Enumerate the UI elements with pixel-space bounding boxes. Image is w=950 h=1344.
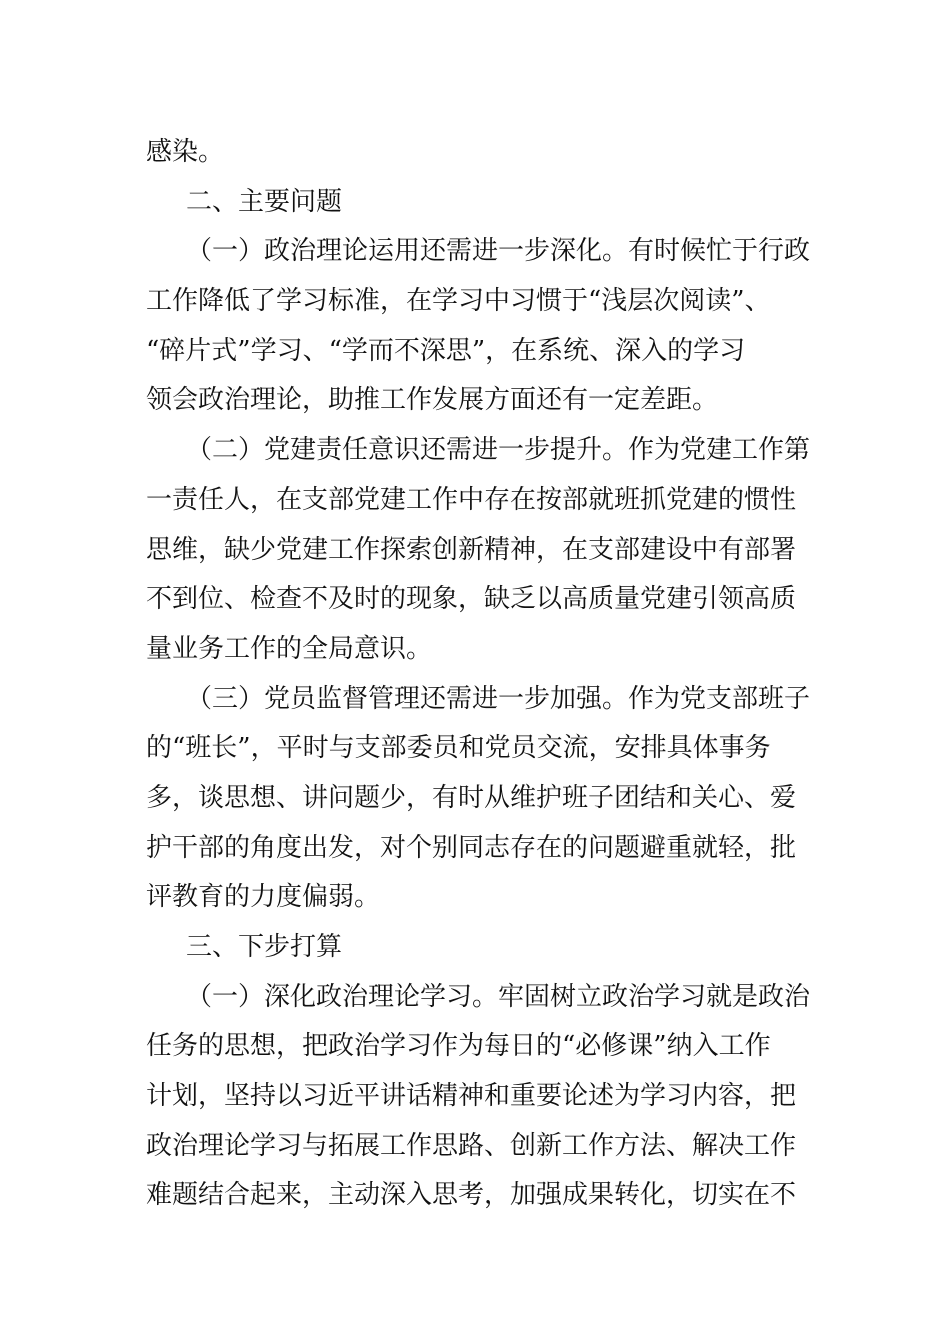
text-line: 思维，缺少党建工作探索创新精神，在支部建设中有部署 <box>146 534 797 565</box>
text-line: （一）深化政治理论学习。牢固树立政治学习就是政治 <box>186 981 811 1012</box>
text-line: （一）政治理论运用还需进一步深化。有时候忙于行政 <box>186 236 811 267</box>
text-line: 工作降低了学习标准，在学习中习惯于“浅层次阅读”、 <box>146 286 771 317</box>
text-line: 领会政治理论，助推工作发展方面还有一定差距。 <box>146 385 719 416</box>
document-body <box>146 128 816 1221</box>
text-line: 护干部的角度出发，对个别同志存在的问题避重就轻，批 <box>146 832 797 863</box>
text-line: 不到位、检查不及时的现象，缺乏以高质量党建引领高质 <box>146 584 797 615</box>
text-line: 评教育的力度偏弱。 <box>146 882 381 913</box>
text-line: 量业务工作的全局意识。 <box>146 633 433 664</box>
text-line: 计划，坚持以习近平讲话精神和重要论述为学习内容，把 <box>146 1081 797 1112</box>
section-heading: 二、主要问题 <box>186 186 343 217</box>
text-line: “碎片式”学习、“学而不深思”，在系统、深入的学习 <box>146 335 746 366</box>
text-line: 政治理论学习与拓展工作思路、创新工作方法、解决工作 <box>146 1130 797 1161</box>
section-heading: 三、下步打算 <box>186 932 343 962</box>
text-line: 多，谈思想、讲问题少，有时从维护班子团结和关心、爱 <box>146 782 797 813</box>
text-line: 感染。 <box>146 137 225 167</box>
text-line: （二）党建责任意识还需进一步提升。作为党建工作第 <box>186 435 811 466</box>
text-line: 难题结合起来，主动深入思考，加强成果转化，切实在不 <box>146 1180 797 1211</box>
text-line: （三）党员监督管理还需进一步加强。作为党支部班子 <box>186 683 811 714</box>
text-line: 一责任人，在支部党建工作中存在按部就班抓党建的惯性 <box>146 484 797 515</box>
text-line: 的“班长”，平时与支部委员和党员交流，安排具体事务 <box>146 733 771 764</box>
text-line: 任务的思想，把政治学习作为每日的“必修课”纳入工作 <box>146 1031 771 1062</box>
